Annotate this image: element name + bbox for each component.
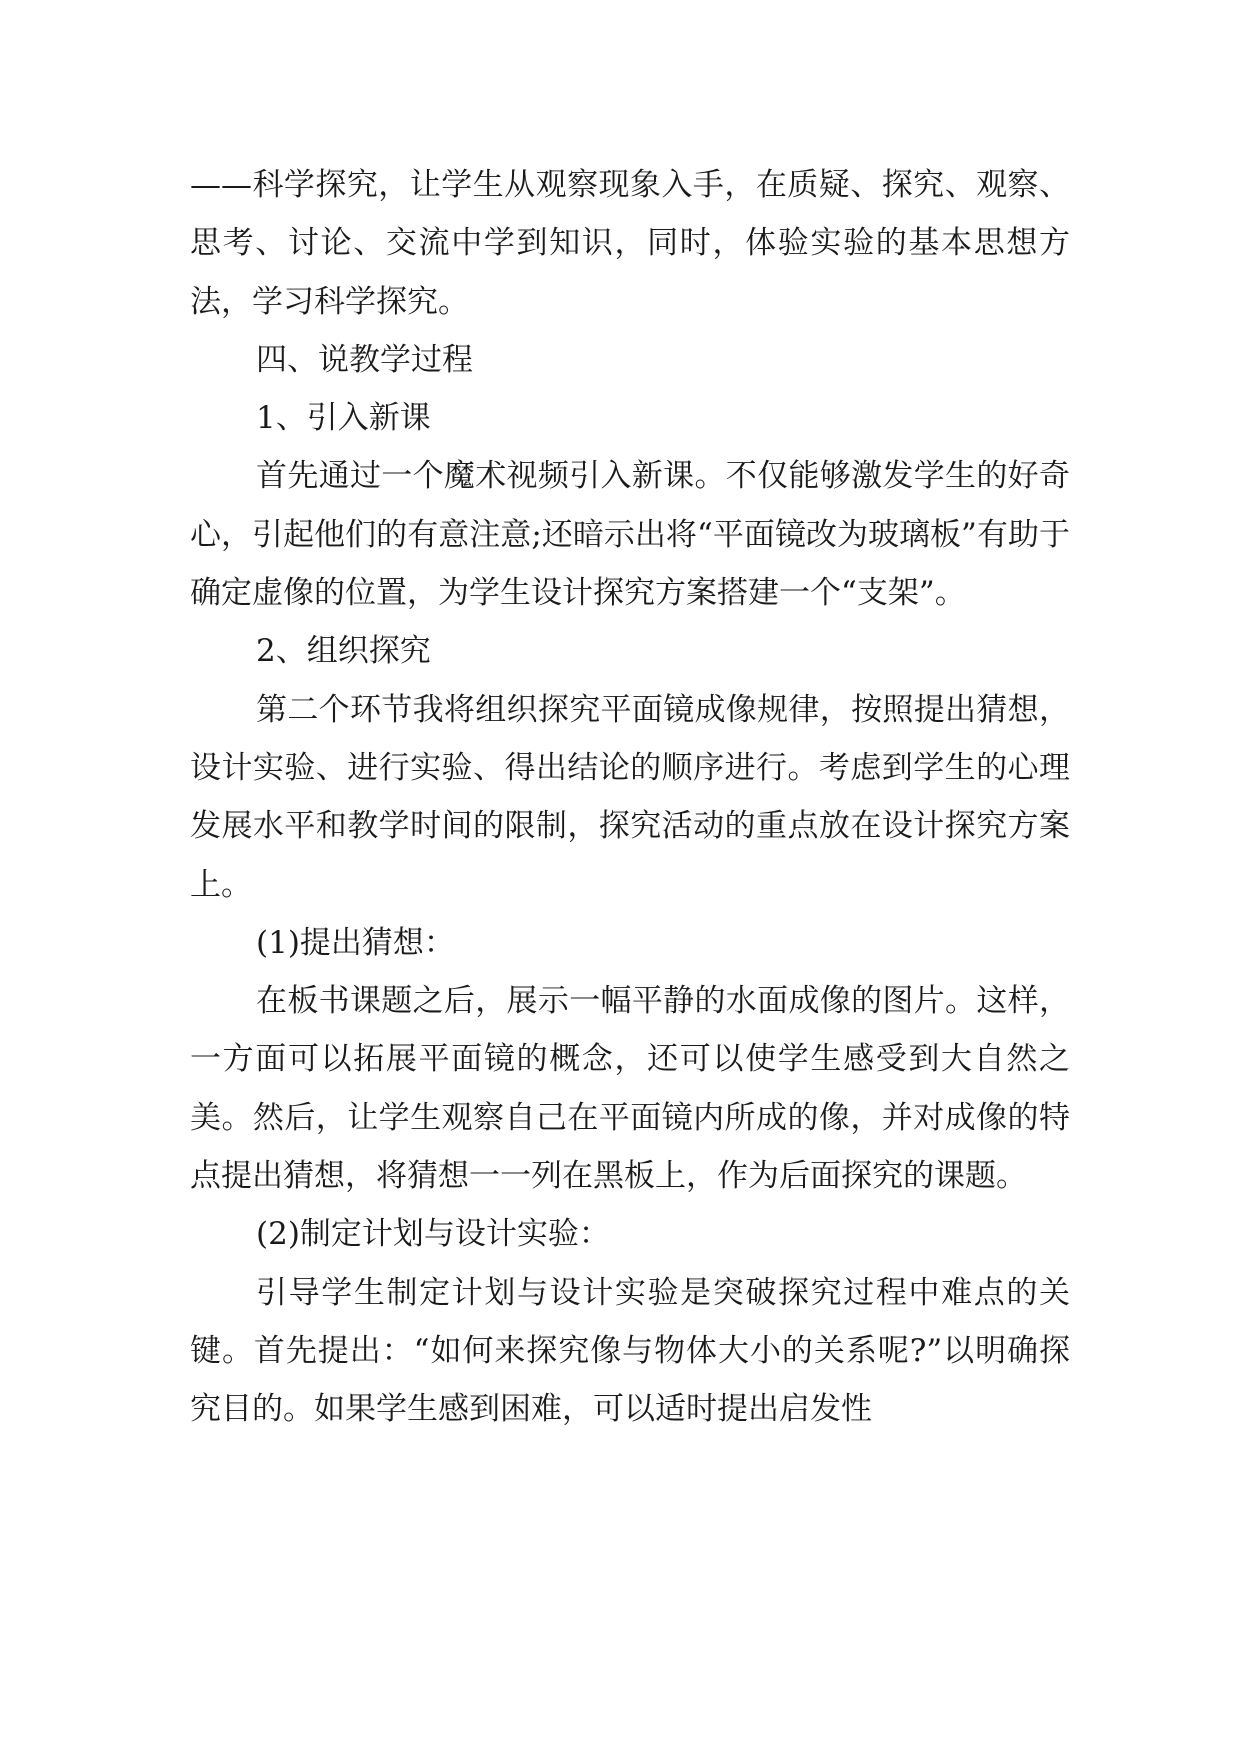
subheading-plan-experiment: (2)制定计划与设计实验： <box>256 1216 610 1253</box>
subheading-propose-hypothesis: (1)提出猜想： <box>256 924 455 961</box>
paragraph-intro-continuation: ——科学探究，让学生从观察现象入手，在质疑、探究、观察、思考、讨论、交流中学到知识，同时，体验实验的基本思想方法，学习科学探究。 <box>190 167 1070 320</box>
paragraph-plan-experiment: 引导学生制定计划与设计实验是突破探究过程中难点的关键。首先提出：“如何来探究像与物体大小的关系呢?”以明确探究目的。如果学生感到困难，可以适时提出启发性 <box>190 1274 1070 1428</box>
paragraph-magic-video: 首先通过一个魔术视频引入新课。不仅能够激发学生的好奇心，引起他们的有意注意;还暗示出将“平面镜改为玻璃板”有助于确定虚像的位置，为学生设计探究方案搭建一个“支架”。 <box>190 458 1070 612</box>
subheading-introduce-lesson: 1、引入新课 <box>256 400 431 437</box>
paragraph-hypothesis: 在板书课题之后，展示一幅平静的水面成像的图片。这样，一方面可以拓展平面镜的概念，还可以使学生感受到大自然之美。然后，让学生观察自己在平面镜内所成的像，并对成像的特点提出猜想，将猜想一一列在黑板上，作为后面探究的课题。 <box>190 983 1070 1195</box>
section-heading-teaching-process: 四、说教学过程 <box>256 341 473 378</box>
document-body <box>190 156 1070 1439</box>
paragraph-inquiry-steps: 第二个环节我将组织探究平面镜成像规律，按照提出猜想，设计实验、进行实验、得出结论的顺序进行。考虑到学生的心理发展水平和教学时间的限制，探究活动的重点放在设计探究方案上。 <box>190 691 1070 903</box>
subheading-organize-inquiry: 2、组织探究 <box>256 633 431 670</box>
